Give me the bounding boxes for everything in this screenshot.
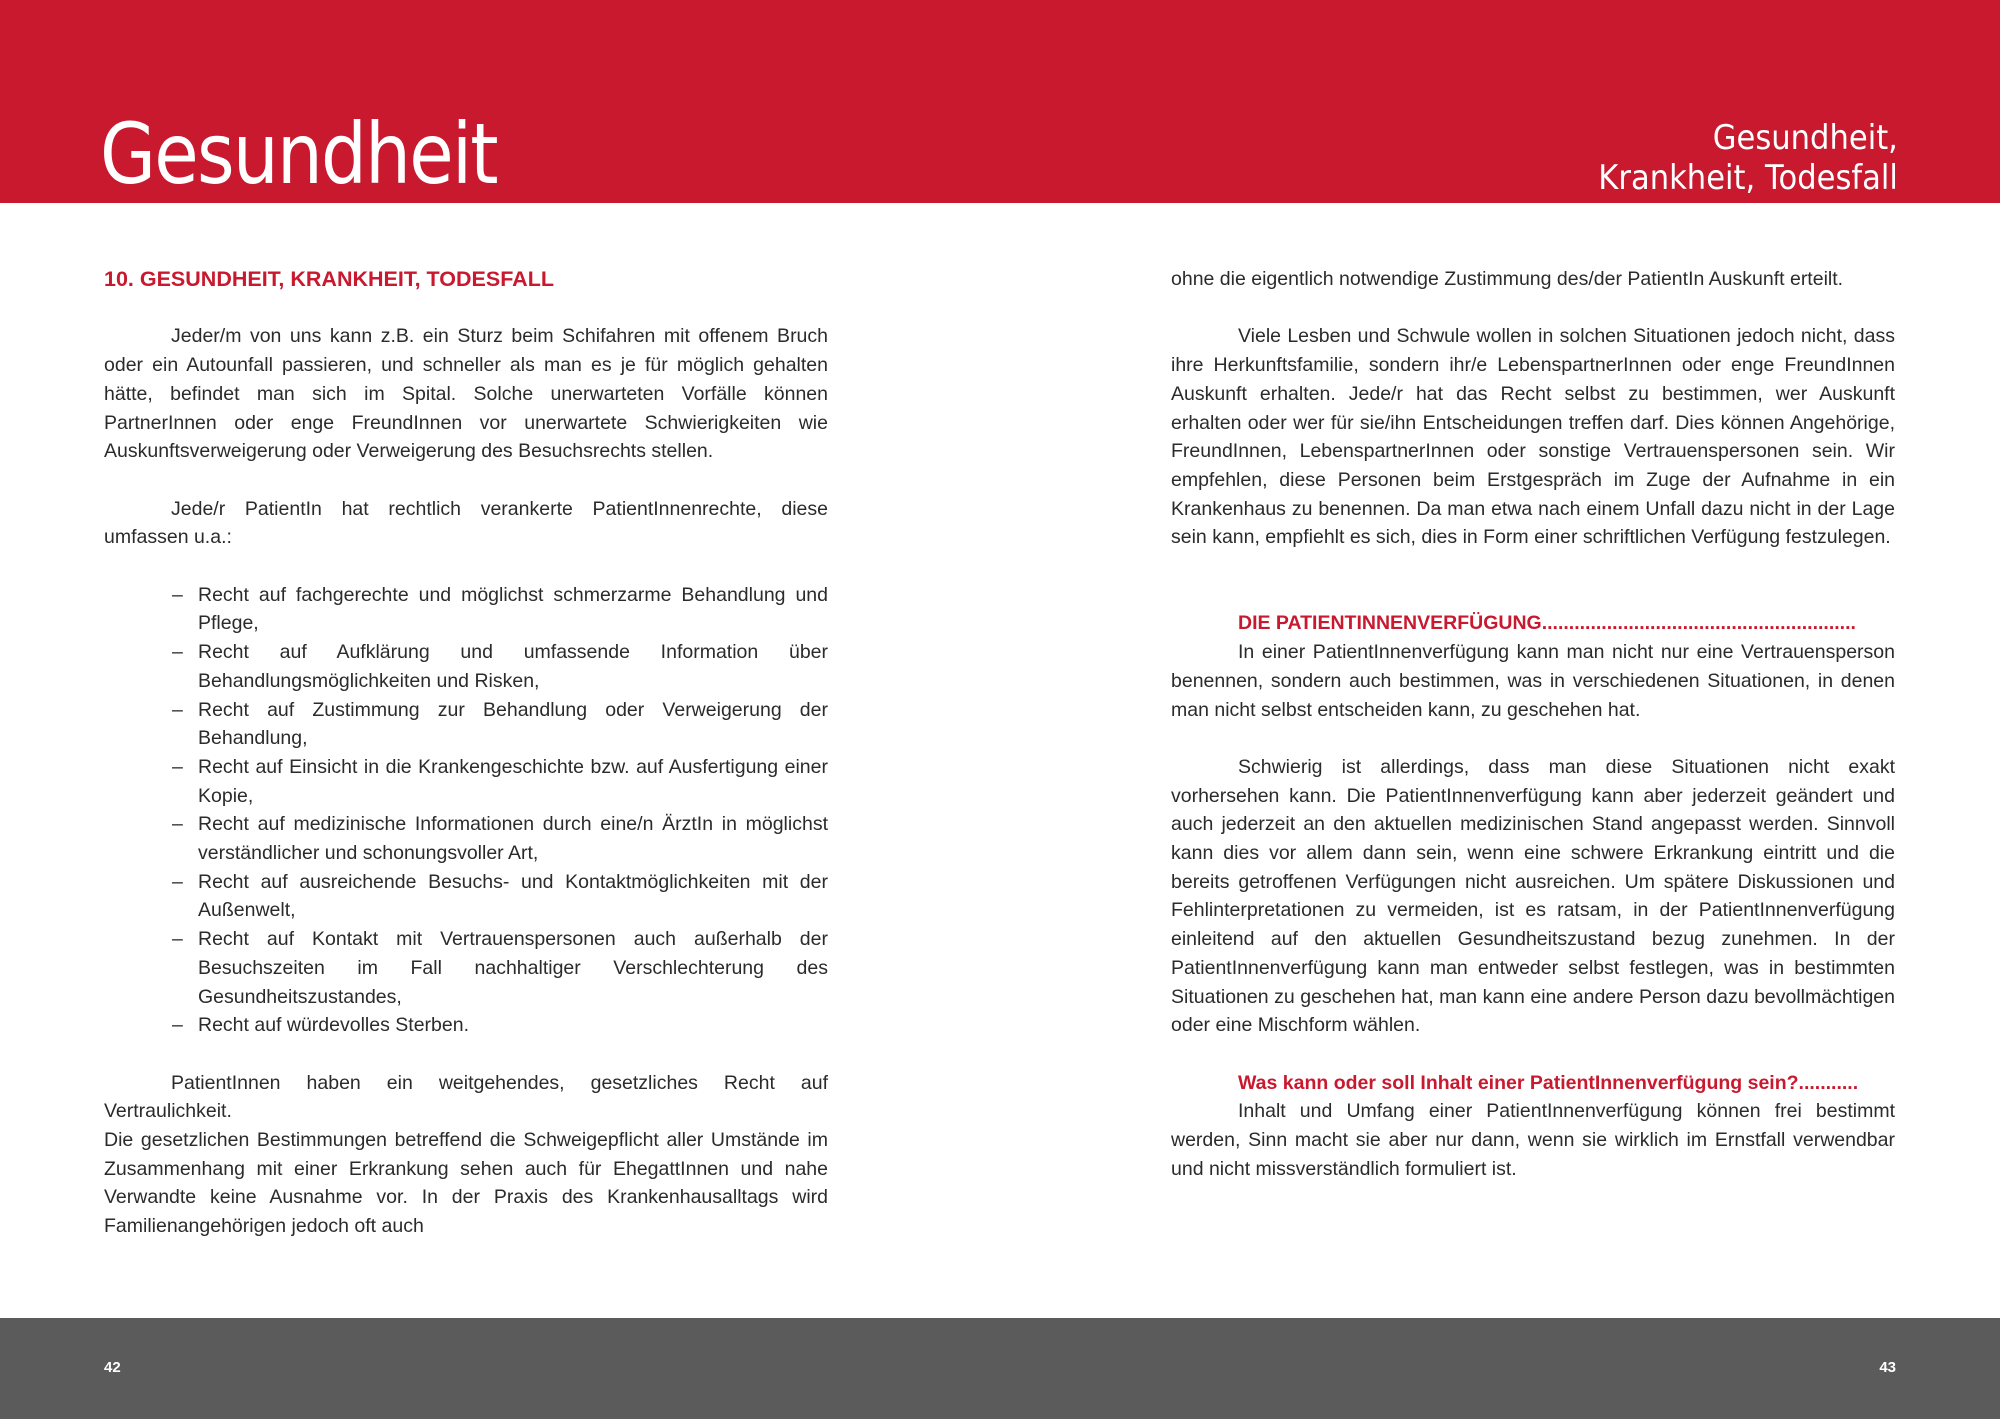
header-subtitle-line: Krankheit, Todesfall [1598,158,1898,198]
header-band [0,0,2000,203]
header-subtitle-line: Gesundheit, [1712,118,1898,158]
left-paragraph-1: Jeder/m von uns kann z.B. ein Sturz beim Schifahren mit offenem Bruch oder ein Autounfall passieren, und schneller als man es je für möglich gehalten hätte, befindet man sich im Spital. Solche unerwarteten Vorfälle können PartnerInnen oder enge FreundInnen vor unerwartete Schwierigkeiten wie Auskunftsverweigerung oder Verweigerung des Besuchsrechts stellen. [104,325,828,463]
list-item-text: Recht auf ausreichende Besuchs- und Kontaktmöglichkeiten mit der Außenwelt, [198,870,828,922]
dash-bullet: – [172,698,183,721]
dash-bullet: – [172,1014,183,1037]
dash-bullet: – [172,928,183,951]
right-paragraph-3: In einer PatientInnenverfügung kann man nicht nur eine Vertrauensperson benennen, sondern auch bestimmen, was in verschiedenen Situationen, in denen man nicht selbst entscheiden kann, zu geschehen hat. [1171,641,1895,721]
list-item-text: Recht auf medizinische Informationen durch eine/n ÄrztIn in möglichst verständlicher und schonungsvoller Art, [198,813,828,865]
dash-bullet: – [172,641,183,664]
section-title: Gesundheit [100,105,497,203]
right-paragraph-2: Viele Lesben und Schwule wollen in solchen Situationen jedoch nicht, dass ihre Herkunftsfamilie, sondern ihr/e LebenspartnerInnen oder enge FreundInnen Auskunft erhalten. Jede/r hat das Recht selbst zu bestimmen, wer Auskunft erhalten oder wer für sie/ihn Entscheidungen treffen darf. Dies können Angehörige, FreundInnen, LebenspartnerInnen oder sonstige Vertrauenspersonen sein. Wir empfehlen, diese Personen beim Erstgespräch im Zuge der Aufnahme in ein Krankenhaus zu benennen. Da man etwa nach einem Unfall dazu nicht in der Lage sein kann, empfiehlt es sich, dies in Form einer schriftlichen Verfügung festzulegen. [1171,325,1895,549]
subheading-patientinnenverfuegung: DIE PATIENTINNENVERFÜGUNG.......................................................... [1238,612,1856,635]
chapter-heading: 10. GESUNDHEIT, KRANKHEIT, TODESFALL [104,267,554,291]
right-paragraph-1: ohne die eigentlich notwendige Zustimmung des/der PatientIn Auskunft erteilt. [1171,268,1844,290]
left-paragraph-2: Jede/r PatientIn hat rechtlich verankerte PatientInnenrechte, diese umfassen u.a.: [104,497,828,549]
subheading-inhalt: Was kann oder soll Inhalt einer PatientInnenverfügung sein?........... [1238,1071,1859,1094]
list-item [172,638,828,695]
list-item-text: Recht auf Aufklärung und umfassende Information über Behandlungsmöglichkeiten und Risken, [198,641,828,692]
list-item [172,925,828,1011]
list-item [172,1011,828,1040]
right-paragraph-4: Schwierig ist allerdings, dass man diese Situationen nicht exakt vorhersehen kann. Die PatientInnenverfügung kann aber jederzeit geändert und auch jederzeit an den aktuellen medizinischen Stand angepasst werden. Sinnvoll kann dies vor allem dann sein, wenn eine schwere Erkrankung eintritt und die bereits getroffenen Verfügungen nicht ausreichen. Um spätere Diskussionen und Fehlinterpretationen zu vermeiden, ist es ratsam, in der PatientInnenverfügung einleitend auf den aktuellen Gesundheitszustand bezug zunehmen. In der PatientInnenverfügung kann man entweder selbst festlegen, was in bestimmten Situationen zu geschehen hat, man kann eine andere Person dazu bevollmächtigen oder eine Mischform wählen. [1171,755,1895,1037]
left-paragraph-3: PatientInnen haben ein weitgehendes, gesetzliches Recht auf Vertraulichkeit. [104,1071,828,1123]
left-page-column [104,265,828,1241]
list-item [172,868,828,925]
page-number-right: 43 [1879,1359,1896,1376]
list-item [172,696,828,753]
dash-bullet: – [172,870,183,893]
list-item [172,753,828,810]
dash-bullet: – [172,755,183,778]
list-item-text: Recht auf Zustimmung zur Behandlung oder Verweigerung der Behandlung, [198,698,828,750]
list-item [172,810,828,867]
list-item-text: Recht auf fachgerechte und möglichst schmerzarme Behandlung und Pflege, [198,583,828,635]
list-item-text: Recht auf würdevolles Sterben. [198,1014,469,1037]
patient-rights-list [104,581,828,1040]
right-paragraph-5: Inhalt und Umfang einer PatientInnenverfügung können frei bestimmt werden, Sinn macht sie aber nur dann, wenn sie wirklich im Ernstfall verwendbar und nicht missverständlich formuliert ist. [1171,1100,1895,1180]
list-item [172,581,828,638]
header-subtitle [1598,118,1898,198]
right-page-column [1171,265,1895,1183]
page-number-left: 42 [104,1359,121,1376]
left-paragraph-4: Die gesetzlichen Bestimmungen betreffend die Schweigepflicht aller Umstände im Zusammenhang mit einer Erkrankung sehen auch für EhegattInnen und nahe Verwandte keine Ausnahme vor. In der Praxis des Krankenhausalltags wird Familienangehörigen jedoch oft auch [104,1129,828,1238]
dash-bullet: – [172,583,183,606]
list-item-text: Recht auf Einsicht in die Krankengeschichte bzw. auf Ausfertigung einer Kopie, [198,755,828,807]
list-item-text: Recht auf Kontakt mit Vertrauenspersonen auch außerhalb der Besuchszeiten im Fall nachhaltiger Verschlechterung des Gesundheitszustandes, [198,928,828,1008]
footer-band [0,1318,2000,1419]
dash-bullet: – [172,813,183,836]
